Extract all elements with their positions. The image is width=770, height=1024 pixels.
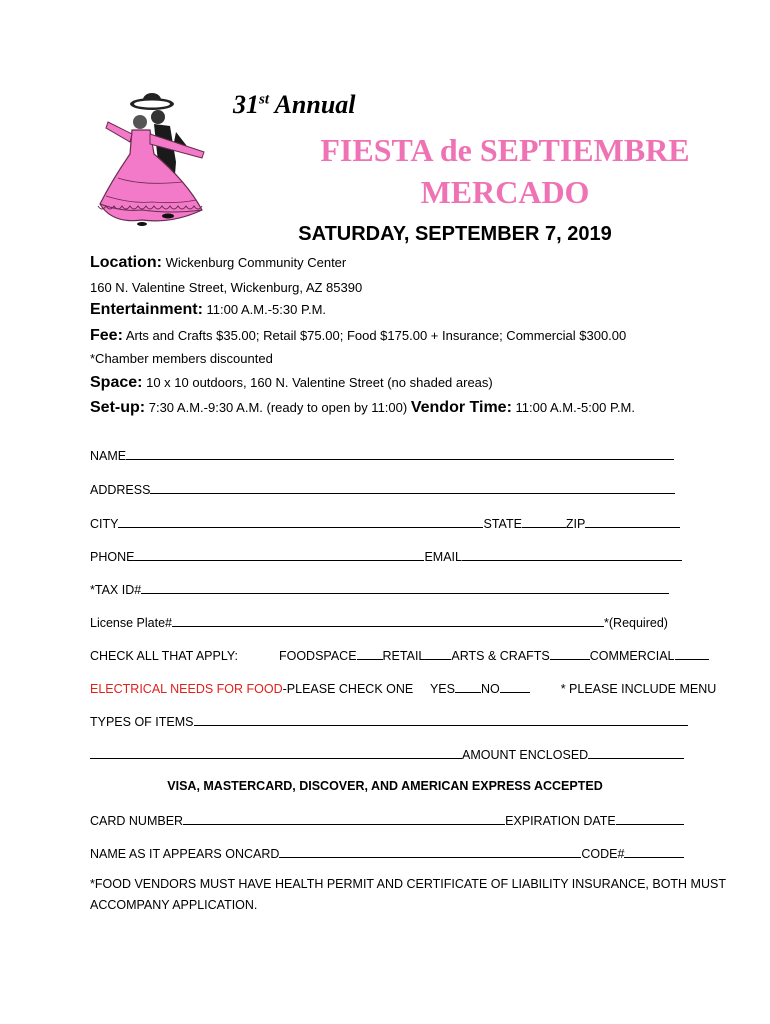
no-checkbox[interactable] (500, 680, 530, 693)
name-on-card-row (90, 845, 684, 861)
license-plate-label: License Plate# (90, 616, 173, 630)
space-value: 10 x 10 outdoors, 160 N. Valentine Street (no shaded areas) (146, 375, 493, 390)
vendor-time-label: Vendor Time: (410, 399, 512, 416)
types-of-items-row (90, 713, 688, 729)
code-field[interactable] (624, 845, 684, 858)
zip-field[interactable] (585, 515, 680, 528)
commercial-label: COMMERCIAL (589, 649, 675, 663)
email-label: EMAIL (424, 550, 462, 564)
event-title-line2: MERCADO (420, 174, 590, 210)
cards-accepted-note: VISA, MASTERCARD, DISCOVER, AND AMERICAN EXPRESS ACCEPTED (167, 779, 603, 793)
annual-word: Annual (274, 90, 356, 119)
fee-label: Fee: (90, 327, 123, 344)
footer-note-line2: ACCOMPANY APPLICATION. (90, 898, 258, 912)
event-date: SATURDAY, SEPTEMBER 7, 2019 (298, 223, 612, 245)
location-value: Wickenburg Community Center (165, 255, 347, 270)
location-row (90, 254, 346, 272)
types-of-items-continued-field[interactable] (90, 746, 462, 759)
footer-note-line1: *FOOD VENDORS MUST HAVE HEALTH PERMIT AND CERTIFICATE OF LIABILITY INSURANCE, BOTH MUST (90, 877, 726, 891)
event-title-line1: FIESTA de SEPTIEMBRE (320, 132, 690, 168)
tax-id-label: *TAX ID# (90, 583, 142, 597)
entertainment-row (90, 301, 326, 319)
license-plate-field[interactable] (172, 614, 604, 627)
name-field[interactable] (126, 447, 674, 460)
name-on-card-field[interactable] (279, 845, 581, 858)
tax-id-field[interactable] (141, 581, 669, 594)
electrical-row (90, 680, 716, 696)
yes-label: YES (429, 682, 455, 696)
anniversary-suffix: st (259, 91, 270, 108)
state-label: STATE (483, 517, 522, 531)
address-row (90, 481, 675, 497)
email-field[interactable] (462, 548, 682, 561)
tax-id-row (90, 581, 669, 597)
name-on-card-label: NAME AS IT APPEARS ONCARD (90, 847, 280, 861)
include-menu-note: * PLEASE INCLUDE MENU (560, 682, 717, 696)
amount-enclosed-label: AMOUNT ENCLOSED (462, 748, 589, 762)
types-of-items-label: TYPES OF ITEMS (90, 715, 194, 729)
phone-field[interactable] (134, 548, 424, 561)
setup-label: Set-up: (90, 399, 146, 416)
arts-crafts-checkbox[interactable] (550, 647, 590, 660)
address-label: ADDRESS (90, 483, 151, 497)
address-field[interactable] (150, 481, 675, 494)
fee-value: Arts and Crafts $35.00; Retail $75.00; Food $175.00 + Insurance; Commercial $300.00 (125, 328, 627, 343)
code-label: CODE# (581, 847, 625, 861)
name-row (90, 447, 674, 463)
foodspace-checkbox[interactable] (357, 647, 383, 660)
retail-label: RETAIL (382, 649, 426, 663)
phone-label: PHONE (90, 550, 135, 564)
electrical-label: ELECTRICAL NEEDS FOR FOOD (90, 682, 283, 696)
space-label: Space: (90, 374, 143, 391)
amount-enclosed-field[interactable] (588, 746, 684, 759)
expiration-date-label: EXPIRATION DATE (505, 814, 616, 828)
check-all-row (90, 647, 709, 663)
vendor-time-value: 11:00 A.M.-5:00 P.M. (515, 400, 635, 415)
chamber-note: *Chamber members discounted (90, 351, 273, 366)
entertainment-label: Entertainment: (90, 301, 203, 318)
entertainment-value: 11:00 A.M.-5:30 P.M. (206, 302, 327, 317)
name-label: NAME (90, 449, 127, 463)
anniversary-heading (233, 90, 356, 120)
phone-email-row (90, 548, 682, 564)
city-label: CITY (90, 517, 119, 531)
commercial-checkbox[interactable] (675, 647, 709, 660)
check-all-label: CHECK ALL THAT APPLY: (90, 649, 238, 663)
card-number-field[interactable] (183, 812, 505, 825)
fee-row (90, 327, 626, 345)
yes-checkbox[interactable] (455, 680, 481, 693)
card-number-label: CARD NUMBER (90, 814, 184, 828)
setup-value: 7:30 A.M.-9:30 A.M. (ready to open by 11:00) (148, 400, 408, 415)
card-number-row (90, 812, 684, 828)
expiration-date-field[interactable] (616, 812, 684, 825)
please-check-one: -PLEASE CHECK ONE (282, 682, 414, 696)
address-line: 160 N. Valentine Street, Wickenburg, AZ 85390 (90, 280, 363, 295)
location-label: Location: (90, 254, 162, 271)
state-field[interactable] (522, 515, 566, 528)
setup-row (90, 399, 635, 417)
foodspace-label: FOODSPACE (278, 649, 357, 663)
city-state-zip-row (90, 515, 680, 531)
arts-crafts-label: ARTS & CRAFTS (451, 649, 550, 663)
zip-label: ZIP (565, 517, 586, 531)
required-note: *(Required) (604, 616, 668, 630)
anniversary-number: 31 (233, 90, 259, 119)
license-plate-row (90, 614, 668, 630)
types-of-items-field[interactable] (194, 713, 688, 726)
no-label: NO (480, 682, 500, 696)
space-row (90, 374, 493, 392)
amount-enclosed-row (90, 746, 684, 762)
retail-checkbox[interactable] (425, 647, 451, 660)
city-field[interactable] (118, 515, 483, 528)
